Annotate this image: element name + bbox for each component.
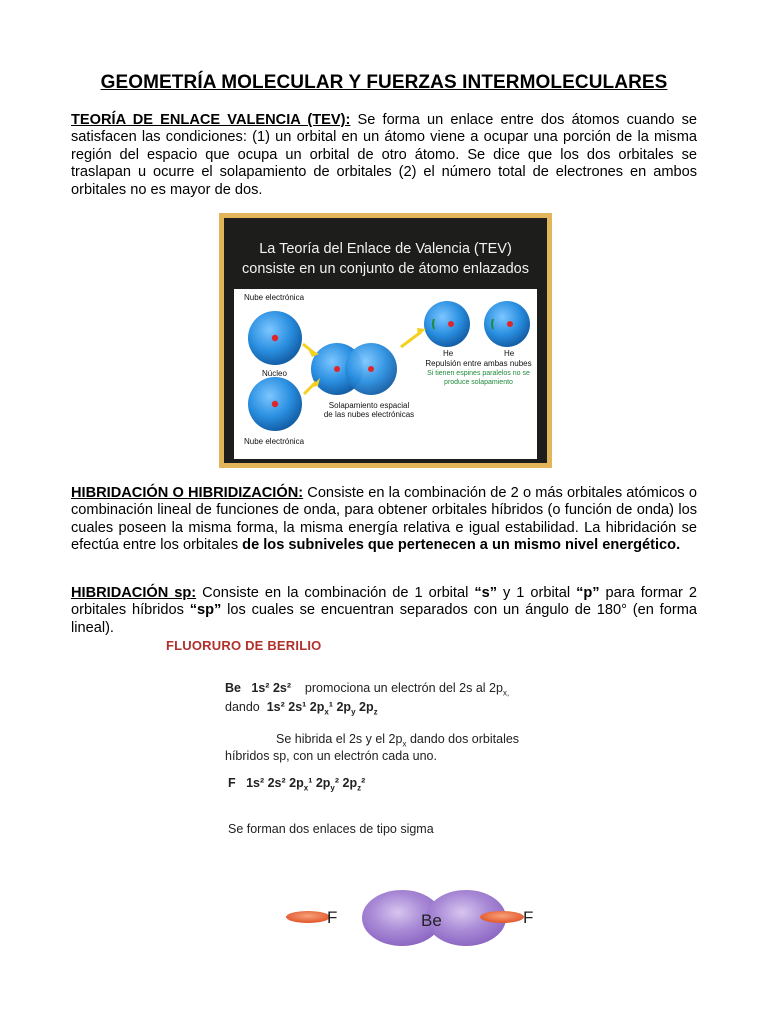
tev-paragraph	[71, 112, 697, 199]
be-line-6: Se forman dos enlaces de tipo sigma	[228, 822, 434, 836]
nucleus-bottom	[272, 401, 278, 407]
be-promo: promociona un electrón del 2s al 2p	[304, 681, 503, 695]
sp-text-1: Consiste en la combinación de 1 orbital	[196, 585, 475, 601]
dando-cfg-rest2: 2p	[355, 700, 374, 714]
f-config-a: 1s² 2s² 2p	[246, 776, 304, 790]
mol-f-right: F	[523, 908, 534, 927]
tev-figure	[219, 213, 552, 468]
tev-text: Se forma un enlace entre dos átomos cuando se satisfacen las condiciones: (1) un orbital en un átomo viene a ocupar una porción de la misma región del espacio que ocupa un orbital de otro átomo. Se dice que los dos orbitales se traslapan u ocurre el solapamiento de orbitales (2) el número total de electrones en ambos orbitales no es mayor de dos.	[71, 112, 698, 198]
sp-sp: “sp”	[189, 602, 222, 619]
page-title: GEOMETRÍA MOLECULAR Y FUERZAS INTERMOLECULARES	[100, 72, 668, 93]
hibrida-text-1: Se hibrida el 2s y el 2p	[276, 732, 403, 746]
label-repulsion: Repulsión entre ambas nubes	[425, 359, 532, 368]
label-he-right: He	[504, 349, 515, 358]
arrow-2-shaft	[304, 382, 316, 394]
label-solapamiento-2: de las nubes electrónicas	[323, 410, 415, 419]
label-solapamiento-1: Solapamiento espacial	[328, 401, 410, 410]
label-green-1: Si tienen espines paralelos no se	[427, 370, 530, 377]
sp-p: “p”	[576, 585, 600, 601]
sp-text-4: los cuales se encuentran separados con un ángulo de 180° (en forma lineal).	[71, 602, 697, 636]
label-nube-bottom: Nube electrónica	[244, 437, 305, 446]
be-promo-sub: x,	[502, 688, 510, 698]
sp-paragraph	[71, 585, 697, 637]
mol-f-left: F	[327, 908, 338, 927]
sp-heading: HIBRIDACIÓN sp:	[71, 585, 197, 601]
hibridacion-heading: HIBRIDACIÓN O HIBRIDIZACIÓN:	[71, 485, 304, 501]
berilio-header: FLUORURO DE BERILIO	[166, 638, 322, 653]
dando-sub-y: y	[351, 707, 356, 717]
be-line-3	[276, 732, 519, 749]
mol-be: Be	[421, 911, 442, 930]
be-line-4: híbridos sp, con un electrón cada uno.	[225, 749, 437, 763]
label-nucleo: Núcleo	[262, 369, 287, 378]
tev-figure-panel	[234, 289, 537, 459]
spin-mark-left	[433, 319, 434, 329]
be-line-1	[225, 681, 509, 698]
hibridacion-paragraph	[71, 485, 697, 555]
dando-sub-x: x	[324, 707, 329, 717]
f-label: F	[228, 776, 236, 790]
sp-s: “s”	[474, 585, 498, 601]
f-sub-y: y	[330, 783, 335, 793]
sp-text-3: para formar 2 orbitales híbridos	[71, 585, 697, 619]
f-config-d: ²	[361, 776, 366, 790]
be-label: Be	[225, 681, 241, 695]
nucleus-overlap-right	[368, 366, 374, 372]
be-config: 1s² 2s²	[251, 681, 292, 695]
bef2-molecule	[280, 880, 580, 970]
he-atom-left	[424, 301, 470, 347]
be-line-5	[228, 776, 365, 793]
tev-figure-title-1: La Teoría del Enlace de Valencia (TEV)	[259, 241, 512, 257]
f-config-c: ² 2p	[334, 776, 358, 790]
tev-figure-board	[224, 218, 547, 463]
he-nucleus-left	[448, 321, 454, 327]
dando-sub-z: z	[373, 707, 378, 717]
label-nube-top: Nube electrónica	[244, 293, 305, 302]
nucleus-overlap-left	[334, 366, 340, 372]
he-nucleus-right	[507, 321, 513, 327]
tev-heading: TEORÍA DE ENLACE VALENCIA (TEV):	[71, 112, 351, 128]
sp-text-2: y 1 orbital	[497, 585, 577, 601]
hibrida-sub-x: x	[402, 739, 407, 749]
f-lobe-right	[480, 911, 524, 923]
label-green-2: produce solapamiento	[444, 379, 513, 386]
spin-mark-right	[492, 319, 493, 329]
arrow-3-shaft	[401, 332, 421, 347]
arrow-1-shaft	[303, 344, 314, 353]
hibridacion-bold: de los subniveles que pertenecen a un mismo nivel energético.	[242, 537, 681, 554]
dando-cfg-rest: ¹ 2p	[328, 700, 352, 714]
be-line-2	[225, 700, 378, 717]
f-sub-z: z	[357, 783, 362, 793]
nucleus-top	[272, 335, 278, 341]
dando-cfg: 1s² 2s¹ 2p	[266, 700, 325, 714]
f-sub-x: x	[303, 783, 309, 793]
label-he-left: He	[443, 349, 454, 358]
f-config-b: ¹ 2p	[308, 776, 331, 790]
tev-figure-title-2: consiste en un conjunto de átomo enlazados	[242, 261, 529, 277]
hibridacion-text: Consiste en la combinación de 2 o más orbitales atómicos o combinación lineal de funciones de onda, para obtener orbitales híbridos (o función de onda) los cuales poseen la misma forma, la misma energía relativa e igual estabilidad. La hibridación se efectúa entre los orbitales	[71, 485, 697, 554]
f-lobe-left	[286, 911, 330, 923]
hibrida-text-1b: dando dos orbitales	[406, 732, 520, 746]
dando-label: dando	[225, 700, 260, 714]
